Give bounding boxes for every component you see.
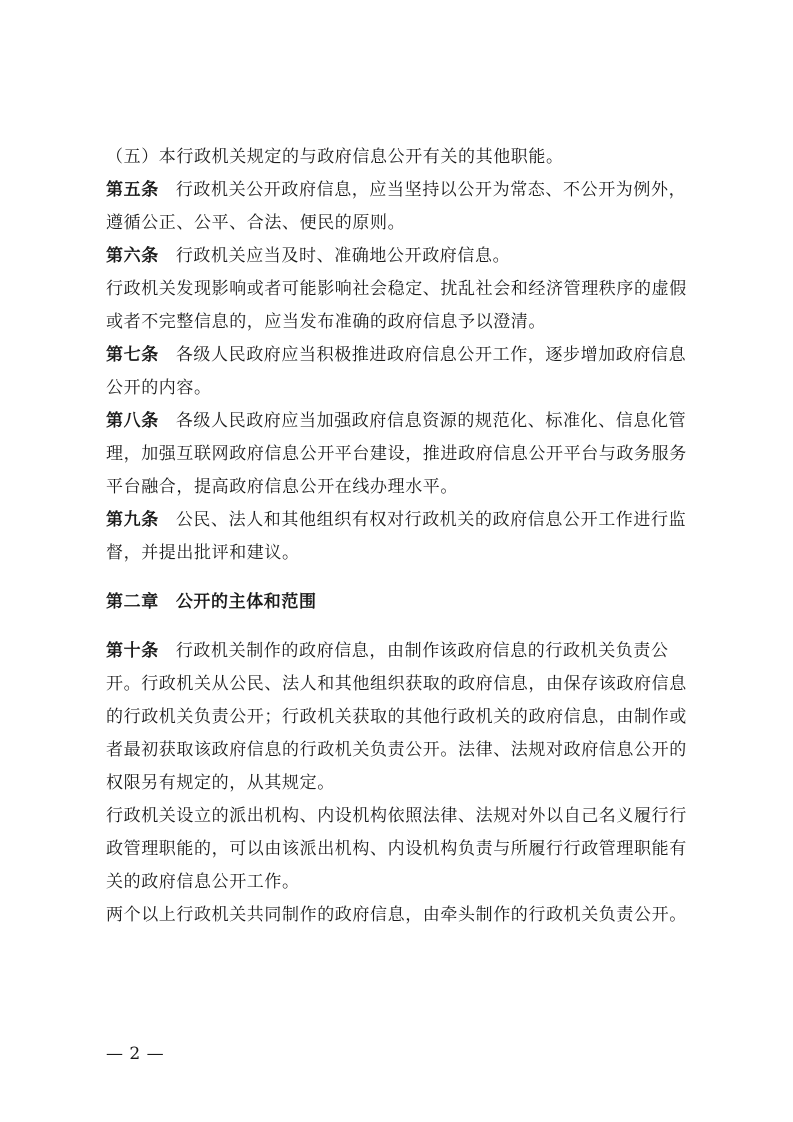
article-6-para-2-line-2: 或者不完整信息的，应当发布准确的政府信息予以澄清。: [106, 312, 546, 332]
article-6-line-1: [106, 245, 698, 278]
article-8-line-2: 理，加强互联网政府信息公开平台建设，推进政府信息公开平台与政务服务: [106, 444, 687, 464]
article-10-text: 行政机关制作的政府信息，由制作该政府信息的行政机关负责公: [175, 641, 669, 661]
article-8-label: 第八条: [106, 411, 159, 431]
page-number: — 2 —: [106, 1044, 165, 1064]
article-10-line-3: 的行政机关负责公开；行政机关获取的其他行政机关的政府信息，由制作或: [106, 707, 687, 727]
article-9-line-2: 督，并提出批评和建议。: [106, 543, 300, 563]
article-9-text: 公民、法人和其他组织有权对行政机关的政府信息公开工作进行监: [175, 510, 687, 530]
article-6-label: 第六条: [106, 246, 159, 266]
article-10-line-1: [106, 640, 698, 673]
document-body: [106, 146, 698, 937]
article-10-para-3-line-1: 两个以上行政机关共同制作的政府信息，由牵头制作的行政机关负责公开。: [106, 905, 687, 925]
article-10-para-2-line-1: 行政机关设立的派出机构、内设机构依照法律、法规对外以自己名义履行行: [106, 806, 687, 826]
article-8-line-1: [106, 410, 698, 443]
chapter-title: 公开的主体和范围: [175, 592, 317, 612]
article-5-text: 行政机关公开政府信息，应当坚持以公开为常态、不公开为例外，: [175, 180, 687, 200]
article-7-text: 各级人民政府应当积极推进政府信息公开工作，逐步增加政府信息: [175, 345, 687, 365]
article-7-line-1: [106, 344, 698, 377]
article-6-text: 行政机关应当及时、准确地公开政府信息。: [175, 246, 511, 266]
clause-item-5: （五）本行政机关规定的与政府信息公开有关的其他职能。: [106, 147, 564, 167]
article-10-label: 第十条: [106, 641, 159, 661]
article-9-line-1: [106, 509, 698, 542]
article-5-line-1: [106, 179, 698, 212]
article-5-label: 第五条: [106, 180, 159, 200]
article-9-label: 第九条: [106, 510, 159, 530]
article-10-line-4: 者最初获取该政府信息的行政机关负责公开。法律、法规对政府信息公开的: [106, 740, 687, 760]
article-10-para-2-line-2: 政管理职能的，可以由该派出机构、内设机构负责与所履行行政管理职能有: [106, 839, 687, 859]
article-8-line-3: 平台融合，提高政府信息公开在线办理水平。: [106, 477, 458, 497]
article-10-line-2: 开。行政机关从公民、法人和其他组织获取的政府信息，由保存该政府信息: [106, 674, 687, 694]
chapter-heading: [106, 591, 698, 624]
article-10-line-5: 权限另有规定的，从其规定。: [106, 773, 335, 793]
article-5-line-2: 遵循公正、公平、合法、便民的原则。: [106, 213, 406, 233]
article-7-label: 第七条: [106, 345, 159, 365]
article-7-line-2: 公开的内容。: [106, 378, 212, 398]
chapter-number: 第二章: [106, 592, 159, 612]
article-6-para-2-line-1: 行政机关发现影响或者可能影响社会稳定、扰乱社会和经济管理秩序的虚假: [106, 279, 687, 299]
article-10-para-2-line-3: 关的政府信息公开工作。: [106, 872, 300, 892]
article-8-text: 各级人民政府应当加强政府信息资源的规范化、标准化、信息化管: [175, 411, 687, 431]
